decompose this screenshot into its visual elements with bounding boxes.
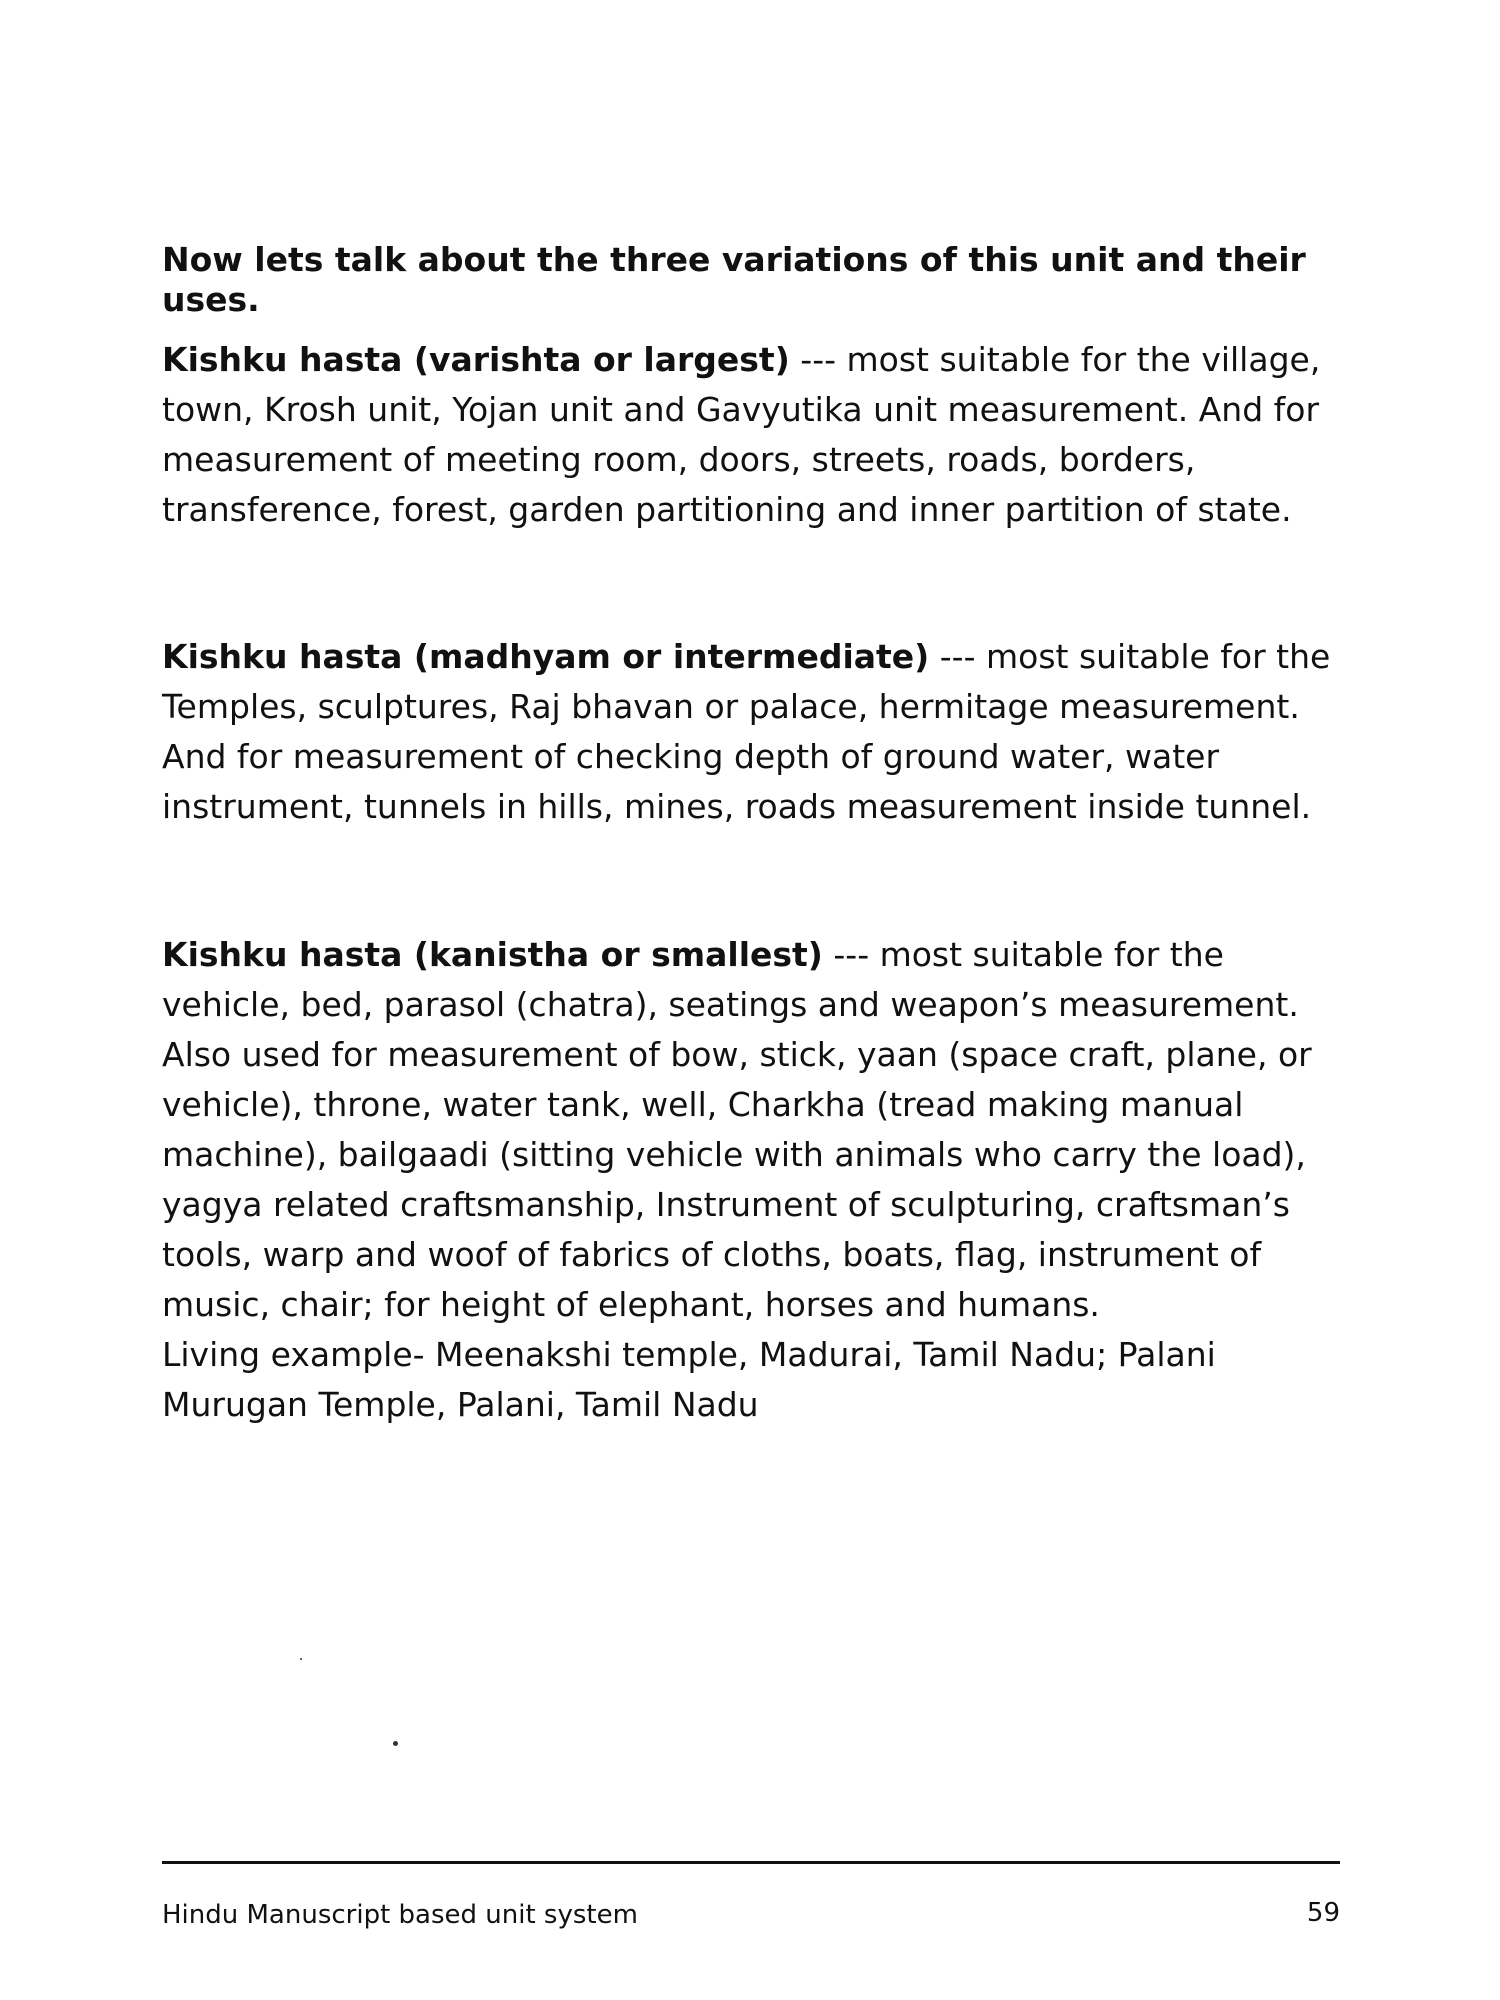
scan-speck xyxy=(300,1658,302,1660)
term-smallest: Kishku hasta (kanistha or smallest) xyxy=(162,935,823,974)
living-example: Living example- Meenakshi temple, Madurai, Tamil Nadu; Palani Murugan Temple, Palani, Tamil Nadu xyxy=(162,1335,1216,1424)
footer-divider xyxy=(162,1861,1340,1864)
paragraph-largest xyxy=(162,335,1362,535)
description-largest: --- most suitable for the village, town, Krosh unit, Yojan unit and Gavyutika unit measurement. And for measurement of meeting room, doors, streets, roads, borders, transference, forest, garden partitioning and inner partition of state. xyxy=(162,340,1321,529)
term-largest: Kishku hasta (varishta or largest) xyxy=(162,340,790,379)
paragraph-smallest xyxy=(162,930,1362,1430)
description-intermediate: --- most suitable for the Temples, sculptures, Raj bhavan or palace, hermitage measurement. And for measurement of checking depth of ground water, water instrument, tunnels in hills, mines, roads measurement inside tunnel. xyxy=(162,637,1331,826)
paragraph-intermediate xyxy=(162,632,1362,832)
page-number: 59 xyxy=(1306,1898,1340,1928)
footer-title: Hindu Manuscript based unit system xyxy=(162,1900,638,1930)
description-smallest: --- most suitable for the vehicle, bed, parasol (chatra), seatings and weapon’s measurement. Also used for measurement of bow, stick, yaan (space craft, plane, or vehicle), throne, water tank, well, Charkha (tread making manual machine), bailgaadi (sitting vehicle with animals who carry the load), yagya related craftsmanship, Instrument of sculpturing, craftsman’s tools, warp and woof of fabrics of cloths, boats, flag, instrument of music, chair; for height of elephant, horses and humans. xyxy=(162,935,1312,1324)
scan-speck xyxy=(393,1741,398,1746)
section-heading: Now lets talk about the three variations of this unit and their uses. xyxy=(162,240,1306,319)
term-intermediate: Kishku hasta (madhyam or intermediate) xyxy=(162,637,930,676)
